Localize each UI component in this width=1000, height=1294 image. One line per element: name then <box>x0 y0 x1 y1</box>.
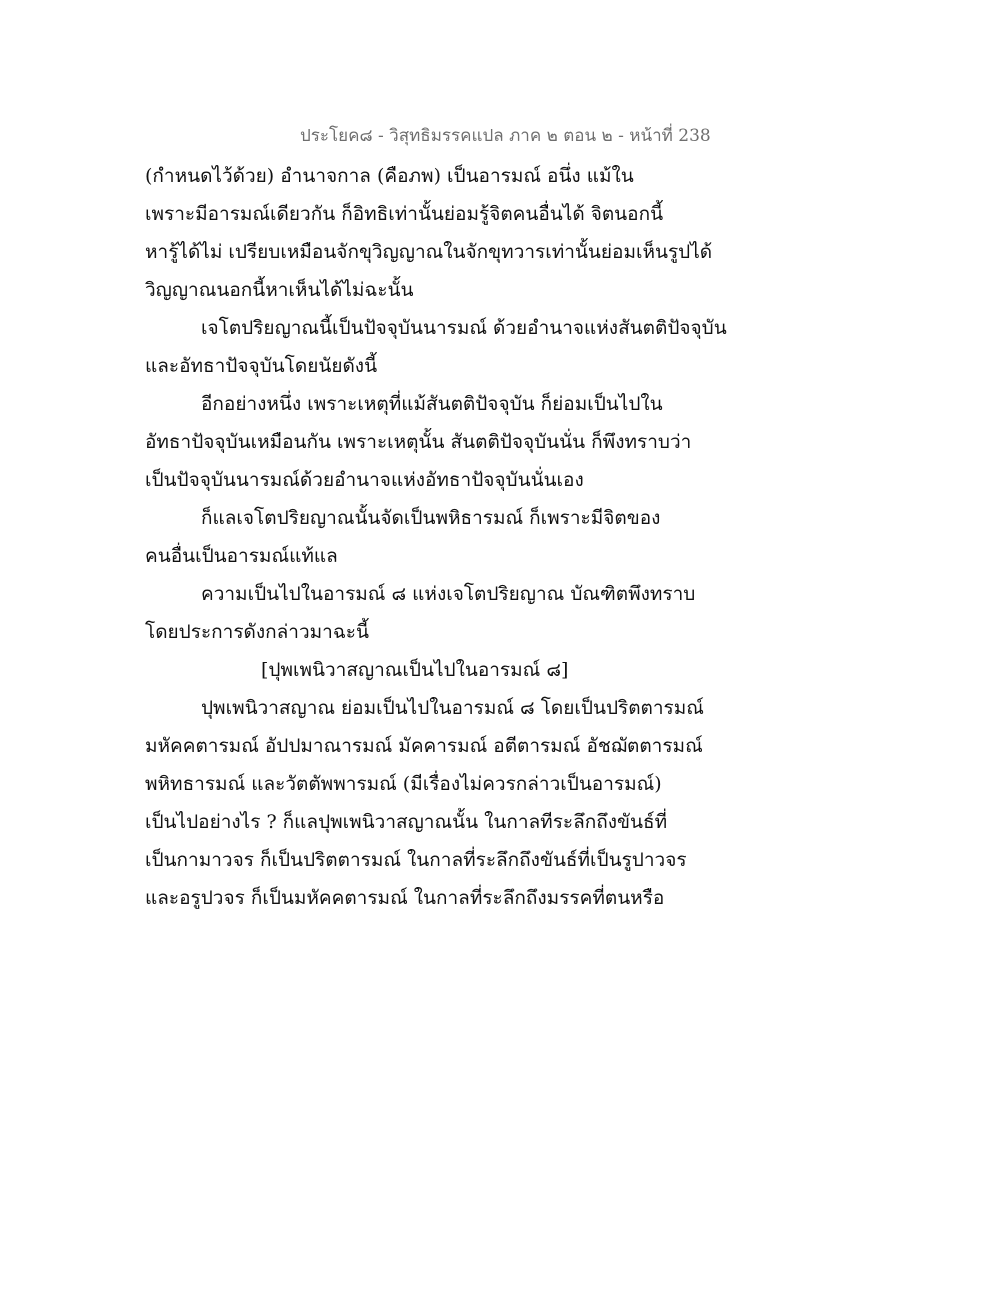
paragraph-start-line: ก็แลเจโตปริยญาณนั้นจัดเป็นพหิธารมณ์ ก็เพราะมีจิตของ <box>201 507 661 529</box>
text-line: โดยประการดังกล่าวมาฉะนี้ <box>145 621 369 643</box>
text-line: พหิทธารมณ์ และวัตตัพพารมณ์ (มีเรื่องไม่ควรกล่าวเป็นอารมณ์) <box>145 773 662 795</box>
text-line: คนอื่นเป็นอารมณ์แท้แล <box>145 545 338 567</box>
paragraph-start-line: ความเป็นไปในอารมณ์ ๘ แห่งเจโตปริยญาณ บัณฑิตพึงทราบ <box>201 583 696 605</box>
running-header: ประโยค๘ - วิสุทธิมรรคแปล ภาค ๒ ตอน ๒ - หน้าที่ 238 <box>300 126 711 146</box>
text-line: เป็นไปอย่างไร ? ก็แลปุพเพนิวาสญาณนั้น ในกาลทีระลึกถึงขันธ์ที่ <box>145 811 668 833</box>
text-line: เป็นปัจจุบันนารมณ์ด้วยอำนาจแห่งอัทธาปัจจุบันนั่นเอง <box>145 469 584 491</box>
text-line: เพราะมีอารมณ์เดียวกัน ก็อิทธิเท่านั้นย่อมรู้จิตคนอื่นได้ จิตนอกนี้ <box>145 203 664 225</box>
body-text <box>145 157 765 917</box>
section-heading: [ปุพเพนิวาสญาณเป็นไปในอารมณ์ ๘] <box>261 659 569 681</box>
text-line: และอัทธาปัจจุบันโดยนัยดังนี้ <box>145 355 378 377</box>
paragraph-start-line: เจโตปริยญาณนี้เป็นปัจจุบันนารมณ์ ด้วยอำนาจแห่งสันตติปัจจุบัน <box>201 317 727 339</box>
text-line: เป็นกามาวจร ก็เป็นปริตตารมณ์ ในกาลที่ระลึกถึงขันธ์ที่เป็นรูปาวจร <box>145 849 687 871</box>
text-line: มหัคคตารมณ์ อัปปมาณารมณ์ มัคคารมณ์ อตีตารมณ์ อัชฌัตตารมณ์ <box>145 735 703 757</box>
text-line: และอรูปวจร ก็เป็นมหัคคตารมณ์ ในกาลที่ระลึกถึงมรรคที่ตนหรือ <box>145 887 665 909</box>
text-line: (กำหนดไว้ด้วย) อำนาจกาล (คือภพ) เป็นอารมณ์ อนึ่ง แม้ใน <box>145 165 634 187</box>
paragraph-start-line: ปุพเพนิวาสญาณ ย่อมเป็นไปในอารมณ์ ๘ โดยเป็นปริตตารมณ์ <box>201 697 704 719</box>
text-line: หารู้ได้ไม่ เปรียบเหมือนจักขุวิญญาณในจักขุทวารเท่านั้นย่อมเห็นรูปได้ <box>145 241 713 263</box>
text-line: วิญญาณนอกนี้หาเห็นได้ไม่ฉะนั้น <box>145 279 414 301</box>
text-line: อัทธาปัจจุบันเหมือนกัน เพราะเหตุนั้น สันตติปัจจุบันนั่น ก็พึงทราบว่า <box>145 431 692 453</box>
paragraph-start-line: อีกอย่างหนึ่ง เพราะเหตุที่แม้สันตติปัจจุบัน ก็ย่อมเป็นไปใน <box>201 393 663 415</box>
